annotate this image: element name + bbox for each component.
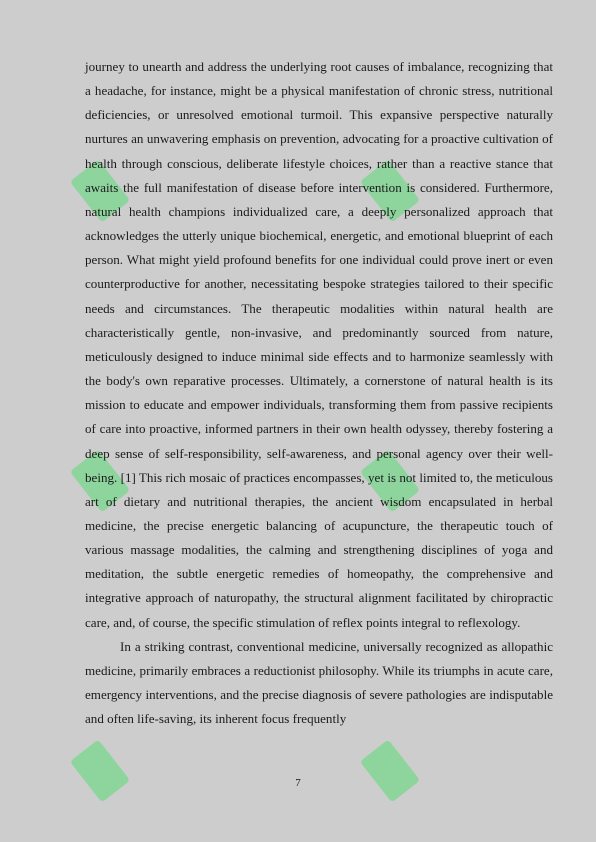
- document-body: [85, 55, 553, 731]
- body-paragraph-2: In a striking contrast, conventional medicine, universally recognized as allopathic medicine, primarily embraces a reductionist philosophy. While its triumphs in acute care, emergency interventions, and the precise diagnosis of severe pathologies are indisputable and often life-saving, its inherent focus frequently: [85, 638, 553, 727]
- body-paragraph-1: journey to unearth and address the underlying root causes of imbalance, recognizing that a headache, for instance, might be a physical manifestation of chronic stress, nutritional deficiencies, or unresolved emotional turmoil. This expansive perspective naturally nurtures an unwavering emphasis on prevention, advocating for a proactive cultivation of health through conscious, deliberate lifestyle choices, rather than a reactive stance that awaits the full manifestation of disease before intervention is considered. Furthermore, natural health champions individualized care, a deeply personalized approach that acknowledges the utterly unique biochemical, energetic, and emotional blueprint of each person. What might yield profound benefits for one individual could prove inert or even counterproductive for another, necessitating bespoke strategies tailored to their specific needs and circumstances. The therapeutic modalities within natural health are characteristically gentle, non-invasive, and predominantly sourced from nature, meticulously designed to induce minimal side effects and to harmonize seamlessly with the body's own reparative processes. Ultimately, a cornerstone of natural health is its mission to educate and empower individuals, transforming them from passive recipients of care into proactive, informed partners in their own health odyssey, thereby fostering a deep sense of self-responsibility, self-awareness, and personal agency over their well-being. [1] This rich mosaic of practices encompasses, yet is not limited to, the meticulous art of dietary and nutritional therapies, the ancient wisdom encapsulated in herbal medicine, the precise energetic balancing of acupuncture, the therapeutic touch of various massage modalities, the calming and strengthening disciplines of yoga and meditation, the subtle energetic remedies of homeopathy, the comprehensive and integrative approach of naturopathy, the structural alignment facilitated by chiropractic care, and, of course, the specific stimulation of reflex points integral to reflexology.: [85, 59, 553, 630]
- page-number: 7: [295, 777, 301, 789]
- watermark-mark: [70, 739, 130, 802]
- watermark-mark: [360, 739, 420, 802]
